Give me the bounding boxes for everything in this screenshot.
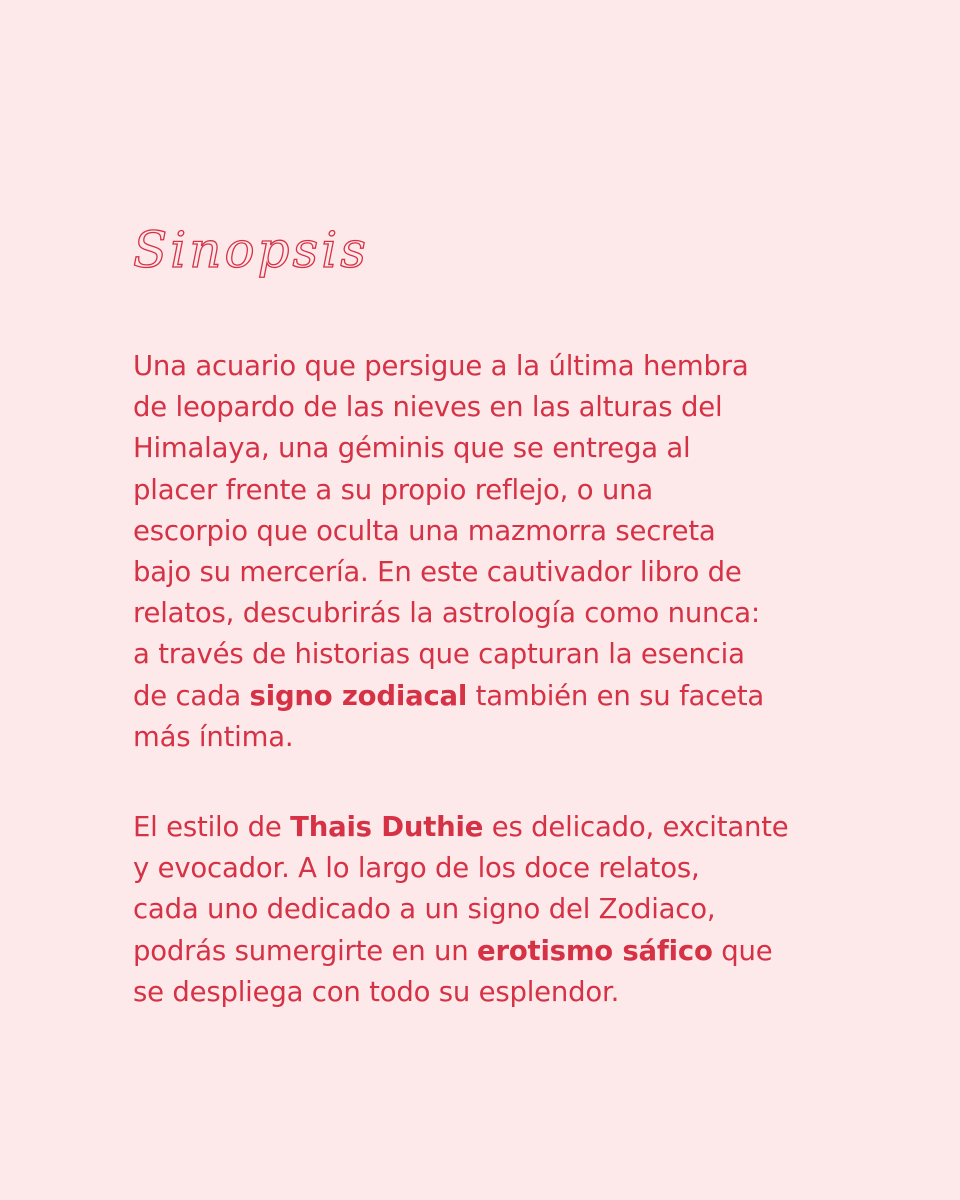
synopsis-paragraph-2 [133, 807, 833, 1013]
title-script [133, 212, 493, 292]
paragraph-2-line: se despliega con todo su esplendor. [133, 975, 620, 1008]
line-text: es delicado, excitante [483, 811, 789, 843]
paragraph-2-line: y evocador. A lo largo de los doce relatos, [133, 852, 700, 885]
page-title [133, 212, 493, 292]
synopsis-paragraph-1 [133, 346, 833, 758]
line-text: El estilo de [133, 811, 291, 843]
paragraph-1-line: a través de historias que capturan la esencia [133, 638, 745, 671]
paragraph-1-line: Himalaya, una géminis que se entrega al [133, 432, 691, 465]
paragraph-1-line: de leopardo de las nieves en las alturas del [133, 391, 723, 424]
paragraph-2-line [133, 931, 833, 972]
line-text: podrás sumergirte en un [133, 934, 477, 967]
paragraph-2-line: cada uno dedicado a un signo del Zodiaco, [133, 893, 716, 926]
title-text: Sinopsis [133, 221, 369, 279]
highlight-author-name: Thais Duthie [290, 811, 484, 843]
paragraph-1-line: escorpio que oculta una mazmorra secreta [133, 514, 716, 547]
paragraph-1-line: relatos, descubrirás la astrología como nunca: [133, 597, 760, 630]
paragraph-1-line [133, 676, 833, 717]
paragraph-1-line: bajo su mercería. En este cautivador libro de [133, 556, 742, 589]
paragraph-2-line [133, 807, 833, 848]
highlight-erotismo-safico: erotismo sáfico [477, 934, 713, 967]
paragraph-1-line: placer frente a su propio reflejo, o una [133, 473, 654, 506]
paragraph-1-line: más íntima. [133, 720, 294, 753]
line-text: también en su faceta [467, 679, 765, 712]
line-text: que [712, 934, 773, 967]
paragraph-1-line: Una acuario que persigue a la última hembra [133, 350, 749, 382]
highlight-signo-zodiacal: signo zodiacal [249, 679, 468, 712]
line-text: de cada [133, 679, 250, 712]
